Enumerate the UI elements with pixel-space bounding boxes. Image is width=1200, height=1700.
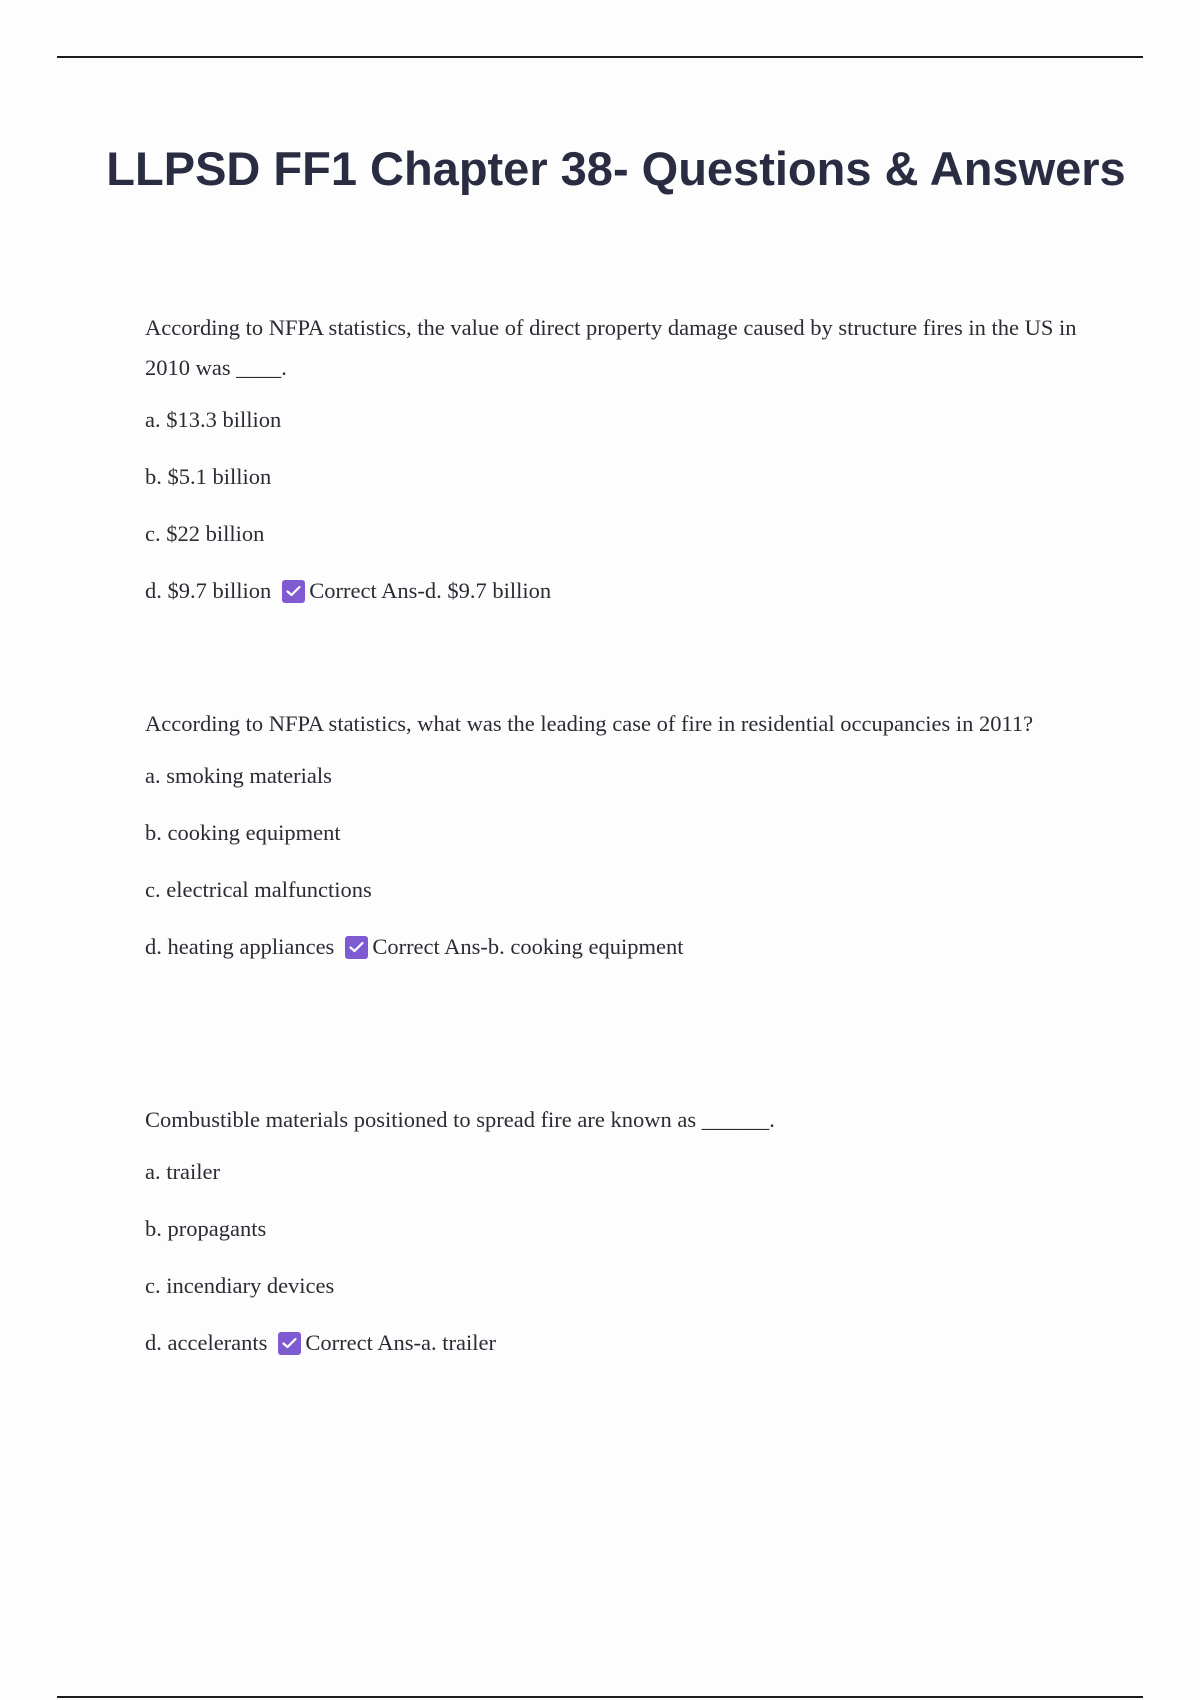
option-b: b. cooking equipment	[145, 820, 341, 845]
option-c: c. incendiary devices	[145, 1273, 335, 1298]
bottom-divider	[57, 1696, 1143, 1698]
checkbox-checked-icon	[345, 936, 368, 959]
question-block-1	[145, 308, 1105, 633]
option-b: b. propagants	[145, 1216, 267, 1241]
checkbox-checked-icon	[278, 1332, 301, 1355]
option-b: b. $5.1 billion	[145, 464, 272, 489]
option-a: a. smoking materials	[145, 763, 332, 788]
question-text: Combustible materials positioned to spread fire are known as ______.	[145, 1107, 775, 1132]
correct-answer: Correct Ans-d. $9.7 billion	[309, 578, 552, 603]
option-d: d. accelerants Correct Ans-a. trailer	[145, 1328, 1105, 1358]
question-block-3	[145, 1100, 1105, 1385]
checkbox-checked-icon	[282, 580, 305, 603]
top-divider	[57, 56, 1143, 58]
option-d: d. heating appliances Correct Ans-b. cooking equipment	[145, 932, 1105, 962]
question-block-2	[145, 704, 1105, 989]
option-d: d. $9.7 billion Correct Ans-d. $9.7 billion	[145, 576, 1105, 606]
question-text: According to NFPA statistics, the value of direct property damage caused by structure fires in the US in 2010 was ____.	[145, 315, 1077, 380]
option-a: a. trailer	[145, 1159, 220, 1184]
option-c: c. electrical malfunctions	[145, 877, 372, 902]
question-text: According to NFPA statistics, what was the leading case of fire in residential occupancies in 2011?	[145, 711, 1034, 736]
correct-answer: Correct Ans-b. cooking equipment	[372, 934, 684, 959]
page-title: LLPSD FF1 Chapter 38- Questions & Answers	[106, 142, 1126, 195]
option-a: a. $13.3 billion	[145, 407, 282, 432]
correct-answer: Correct Ans-a. trailer	[305, 1330, 496, 1355]
option-c: c. $22 billion	[145, 521, 265, 546]
